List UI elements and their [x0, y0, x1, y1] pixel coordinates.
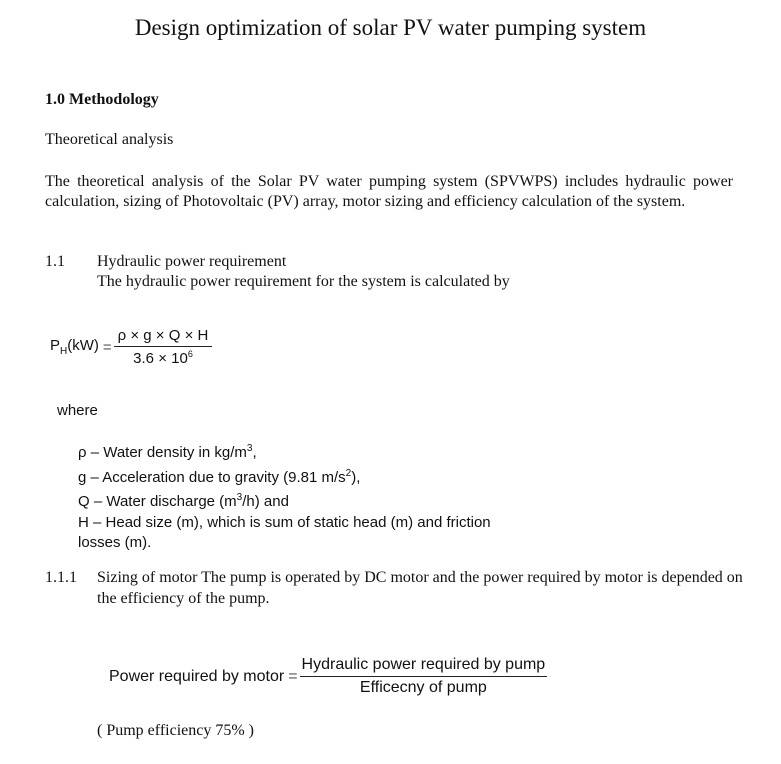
formula-fraction	[114, 327, 213, 367]
section-number-1-1-1: 1.1.1	[45, 569, 77, 586]
formula-equals: =	[102, 338, 112, 356]
motor-power-formula	[109, 656, 547, 697]
definition-line: ρ – Water density in $kg/m^3$,	[78, 443, 257, 461]
formula2-equals: =	[288, 667, 298, 685]
definition-line: losses (m).	[78, 534, 152, 551]
section-1-1-heading: Hydraulic power requirement	[97, 253, 287, 270]
intro-paragraph: The theoretical analysis of the Solar PV water pumping system (SPVWPS) includes hydraulic power calculation, sizing of Photovoltaic (PV) array, motor sizing and efficiency calculation of the system.	[45, 173, 733, 210]
formula-lhs: $P_H(kW)$	[50, 337, 99, 357]
formula-denominator: $3.6 \times 10^6$	[133, 349, 193, 367]
pump-efficiency-note: ( Pump efficiency 75% )	[97, 722, 254, 739]
formula2-numerator: Hydraulic power required by pump	[300, 656, 548, 677]
section-heading: 1.0 Methodology	[45, 91, 159, 108]
section-1-1-1	[45, 567, 745, 609]
variable-definitions	[78, 439, 491, 554]
section-number-1-1: 1.1	[45, 253, 65, 270]
document-title: Design optimization of solar PV water pumping system	[134, 15, 647, 40]
where-label: where	[57, 402, 98, 419]
definition-line: H – Head size (m), which is sum of static head (m) and friction	[78, 513, 491, 531]
formula2-fraction	[300, 656, 548, 697]
formula2-denominator: Efficecny of pump	[359, 679, 487, 696]
formula-numerator: ρ × g × Q × H	[114, 327, 213, 347]
formula2-lhs: Power required by motor	[109, 667, 285, 685]
hydraulic-power-formula	[50, 327, 212, 367]
section-1-1-text: The hydraulic power requirement for the system is calculated by	[97, 273, 510, 290]
subheading: Theoretical analysis	[45, 131, 174, 148]
definition-line: Q – Water discharge $(m^3/h)$ and	[78, 492, 289, 510]
section-1-1-1-text: Sizing of motor The pump is operated by DC motor and the power required by motor is depended on the efficiency of the pump.	[97, 569, 743, 607]
definition-line: g – Acceleration due to gravity (9.81 $m/s^2$),	[78, 467, 361, 486]
